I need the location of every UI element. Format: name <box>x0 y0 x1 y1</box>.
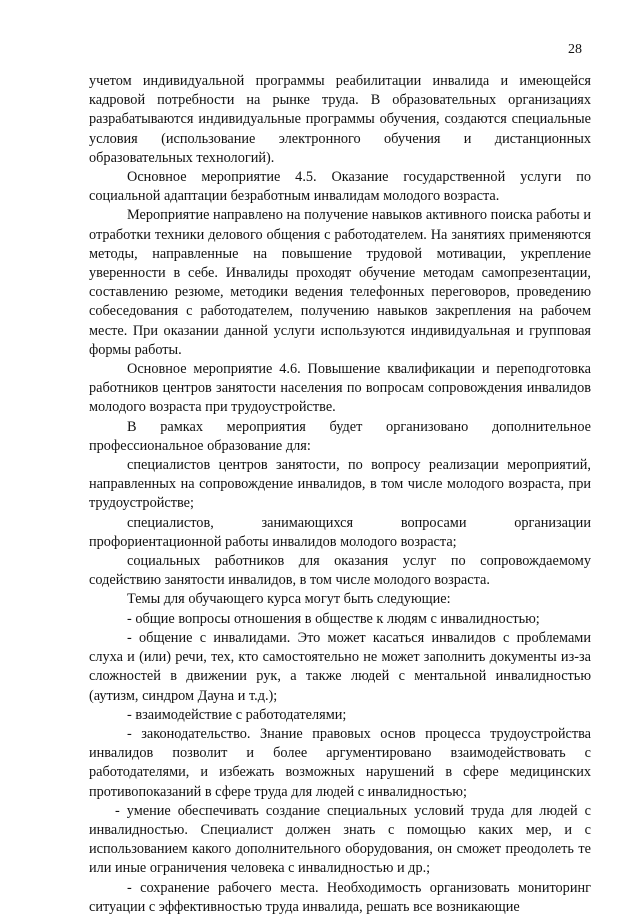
paragraph: Основное мероприятие 4.6. Повышение квалификации и переподготовка работников центров занятости населения по вопросам сопровождения инвалидов молодого возраста при трудоустройстве. <box>89 361 591 416</box>
list-item: - законодательство. Знание правовых основ процесса трудоустройства инвалидов позволит и более аргументировано взаимодействовать с работодателями, и избежать возможных нарушений в сфере медицинских противопоказаний в сфере труда для людей с инвалидностью; <box>89 725 591 800</box>
list-item: - общие вопросы отношения в обществе к людям с инвалидностью; <box>127 610 540 627</box>
list-item: социальных работников для оказания услуг по сопровождаемому содействию занятости инвалидов, в том числе молодого возраста. <box>89 553 591 589</box>
list-item: специалистов, занимающихся вопросами организации профориентационной работы инвалидов молодого возраста; <box>89 514 591 550</box>
paragraph: Мероприятие направлено на получение навыков активного поиска работы и отработки техники делового общения с работодателем. На занятиях применяются методы, направленные на повышение трудовой мотивации, укрепление уверенности в себе. Инвалиды проходят обучение методам самопрезентации, составлению резюме, методики ведения телефонных переговоров, проведению собеседования с работодателем, получению навыков закрепления на рабочем месте. При оказании данной услуги используются индивидуальная и групповая формы работы. <box>89 207 591 358</box>
document-body <box>89 72 591 917</box>
list-item: - умение обеспечивать создание специальных условий труда для людей с инвалидностью. Специалист должен знать с помощью каких мер, и с использованием какого дополнительного оборудования, он сможет преодолеть те или иные ограничения человека с инвалидностью и др.; <box>89 802 591 877</box>
list-item: - общение с инвалидами. Это может касаться инвалидов с проблемами слуха и (или) речи, тех, кто самостоятельно не может заполнить документы из-за сложностей в движении рук, а также людей с ментальной инвалидностью (аутизм, синдром Дауна и т.д.); <box>89 629 591 704</box>
paragraph: Темы для обучающего курса могут быть следующие: <box>127 591 451 608</box>
paragraph: В рамках мероприятия будет организовано дополнительное профессиональное образование для: <box>89 418 591 454</box>
page-number: 28 <box>568 42 582 57</box>
paragraph: Основное мероприятие 4.5. Оказание государственной услуги по социальной адаптации безработным инвалидам молодого возраста. <box>89 169 591 205</box>
list-item: специалистов центров занятости, по вопросу реализации мероприятий, направленных на сопровождение инвалидов, в том числе молодого возраста, при трудоустройстве; <box>89 457 591 512</box>
list-item: - взаимодействие с работодателями; <box>127 706 347 723</box>
list-item: - сохранение рабочего места. Необходимость организовать мониторинг ситуации с эффективностью труда инвалида, решать все возникающие <box>89 879 591 915</box>
paragraph: учетом индивидуальной программы реабилитации инвалида и имеющейся кадровой потребности на рынке труда. В образовательных организациях разрабатываются индивидуальные программы обучения, создаются специальные условия (использование электронного обучения и дистанционных образовательных технологий). <box>89 73 591 166</box>
